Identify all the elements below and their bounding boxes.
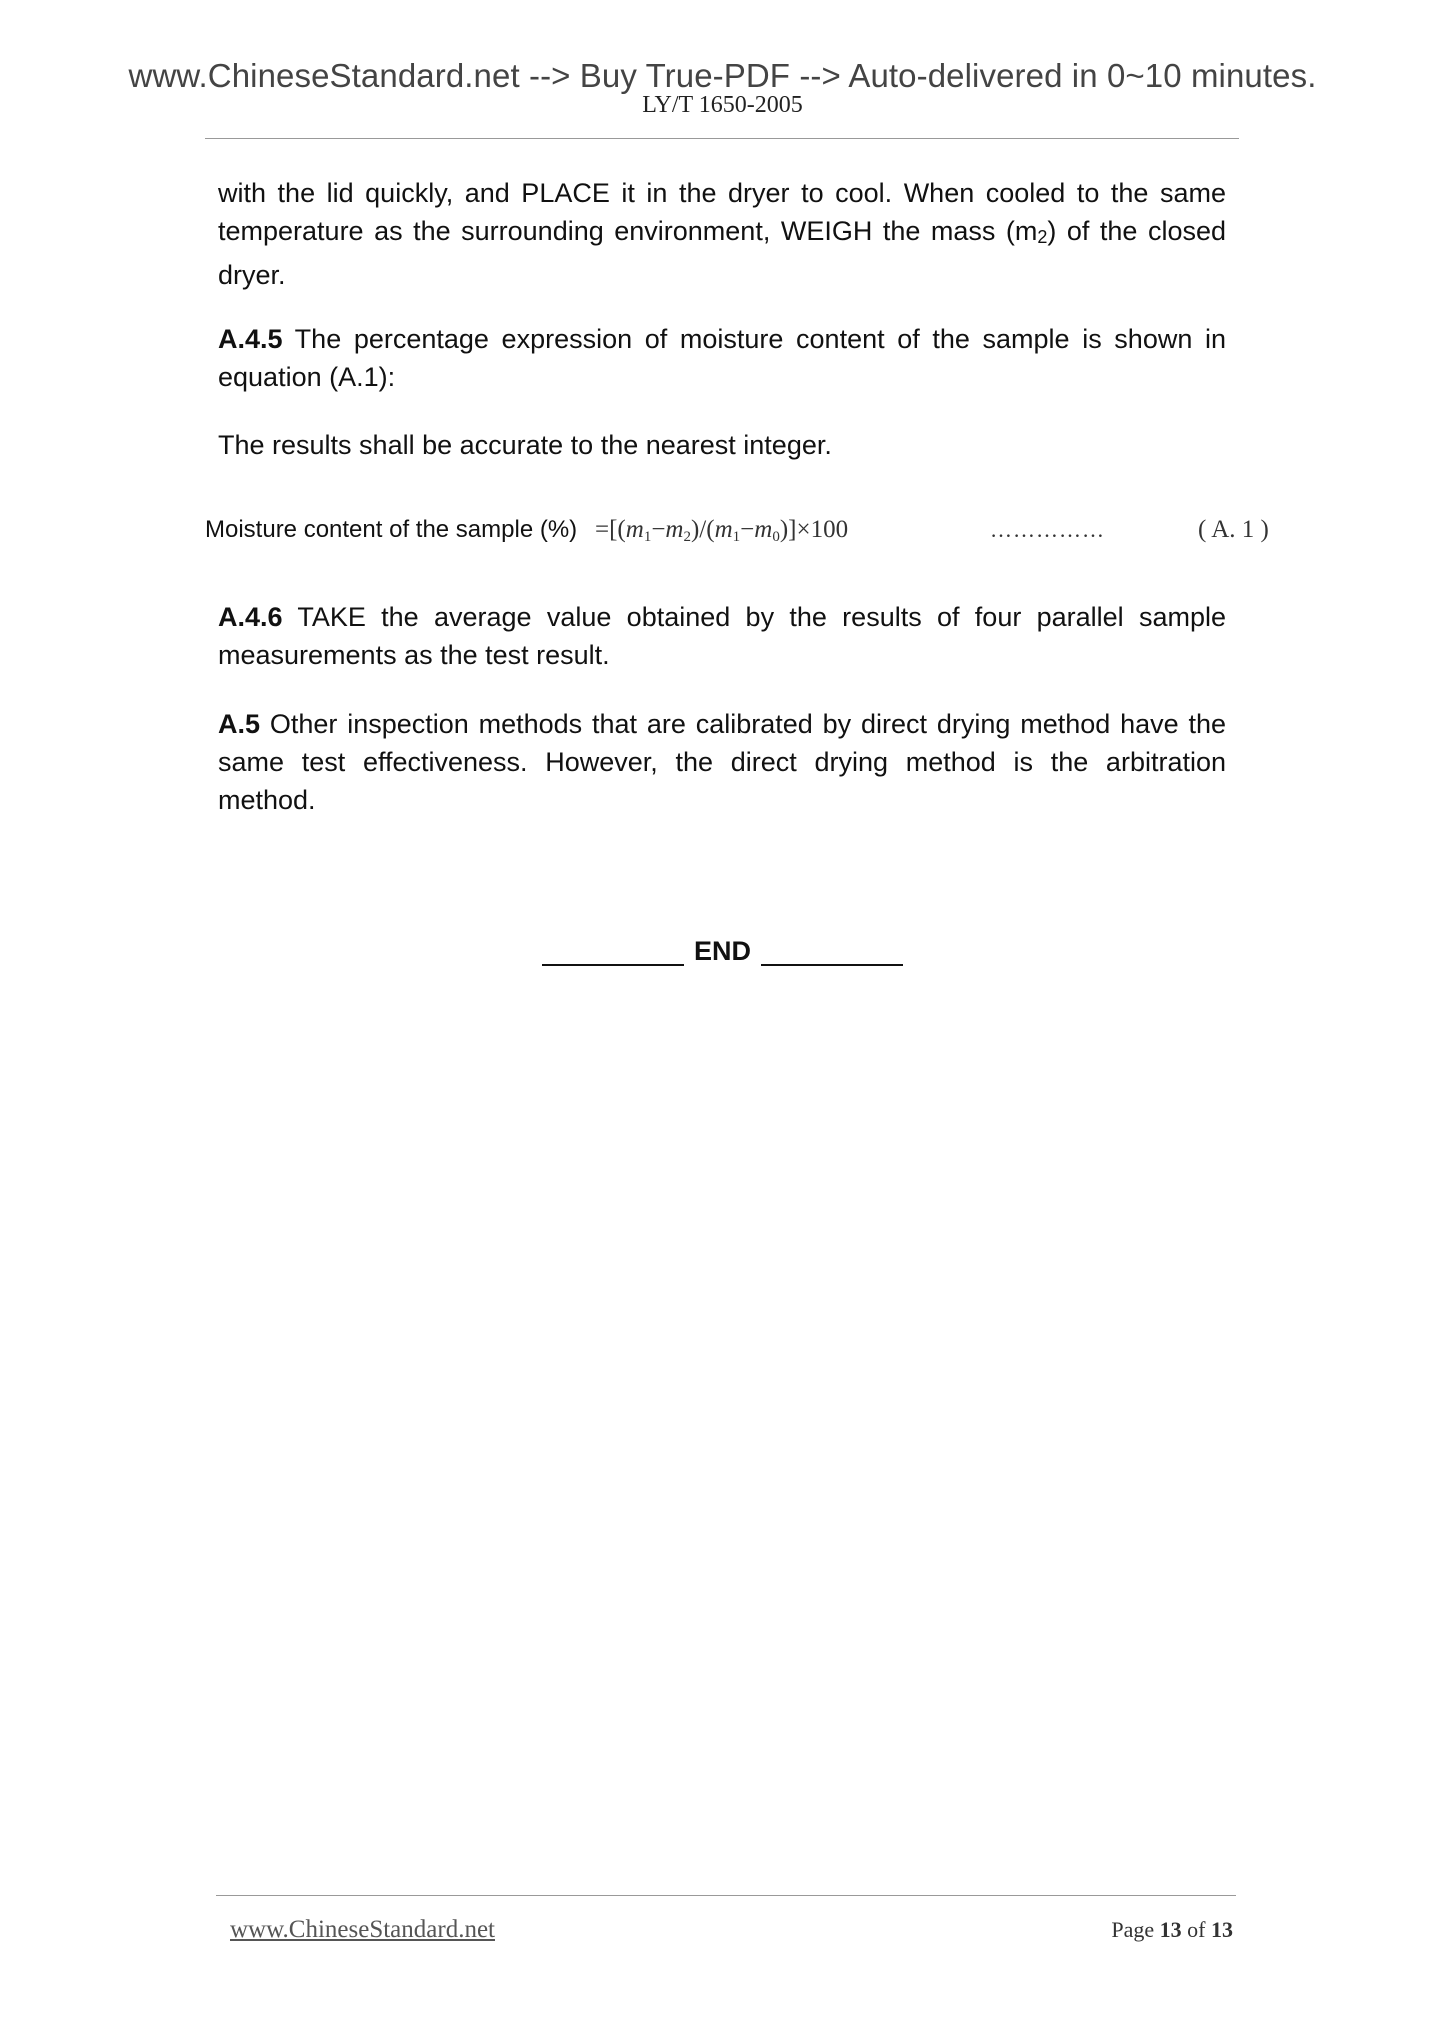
clause-number: A.5	[218, 709, 261, 739]
footer-site-link[interactable]: www.ChineseStandard.net	[230, 1916, 495, 1943]
site-banner: www.ChineseStandard.net --> Buy True-PDF --> Auto-delivered in 0~10 minutes.	[128, 57, 1317, 94]
end-marker	[0, 933, 1445, 969]
page-current: 13	[1159, 1917, 1182, 1942]
page-of: of	[1181, 1917, 1211, 1942]
clause-text: Other inspection methods that are calibrated by direct drying method have the same test effectiveness. However, the direct drying method is the arbitration method.	[218, 709, 1226, 815]
equation-a1	[205, 510, 1269, 550]
equation-number: ( A. 1 )	[1198, 516, 1269, 543]
clause-a-4-6	[218, 598, 1226, 674]
clause-number: A.4.6	[218, 602, 283, 632]
standard-code: LY/T 1650-2005	[642, 92, 803, 118]
equation-label: Moisture content of the sample (%)	[205, 516, 578, 543]
header-divider	[205, 138, 1239, 139]
page-indicator	[1111, 1917, 1233, 1943]
page-prefix: Page	[1111, 1917, 1160, 1942]
page-total: 13	[1211, 1917, 1233, 1942]
footer-divider	[216, 1895, 1236, 1896]
end-rule-left	[542, 964, 684, 966]
equation-leader-dots: ……………	[990, 517, 1105, 542]
clause-a-4-5	[218, 320, 1226, 396]
paragraph-cooling	[218, 174, 1226, 294]
equation-formula: $=[(m_1-m_2)/(m_1-m_0)]\times 100$	[595, 516, 849, 545]
mass-subscript: 2	[1037, 227, 1048, 247]
end-label: END	[693, 936, 751, 966]
paragraph-cooling-text: with the lid quickly, and PLACE it in the dryer to cool. When cooled to the same temperature as the surrounding environment, WEIGH the mass (m	[218, 178, 1226, 246]
paragraph-accuracy: The results shall be accurate to the nearest integer.	[218, 430, 832, 460]
clause-number: A.4.5	[218, 324, 283, 354]
end-rule-right	[761, 964, 903, 966]
clause-text: The percentage expression of moisture content of the sample is shown in equation (A.1):	[218, 324, 1226, 392]
paragraph-cooling-tail: ) of the closed dryer.	[218, 216, 1227, 290]
clause-a-5	[218, 705, 1226, 819]
clause-text: TAKE the average value obtained by the results of four parallel sample measurements as the test result.	[218, 602, 1226, 670]
